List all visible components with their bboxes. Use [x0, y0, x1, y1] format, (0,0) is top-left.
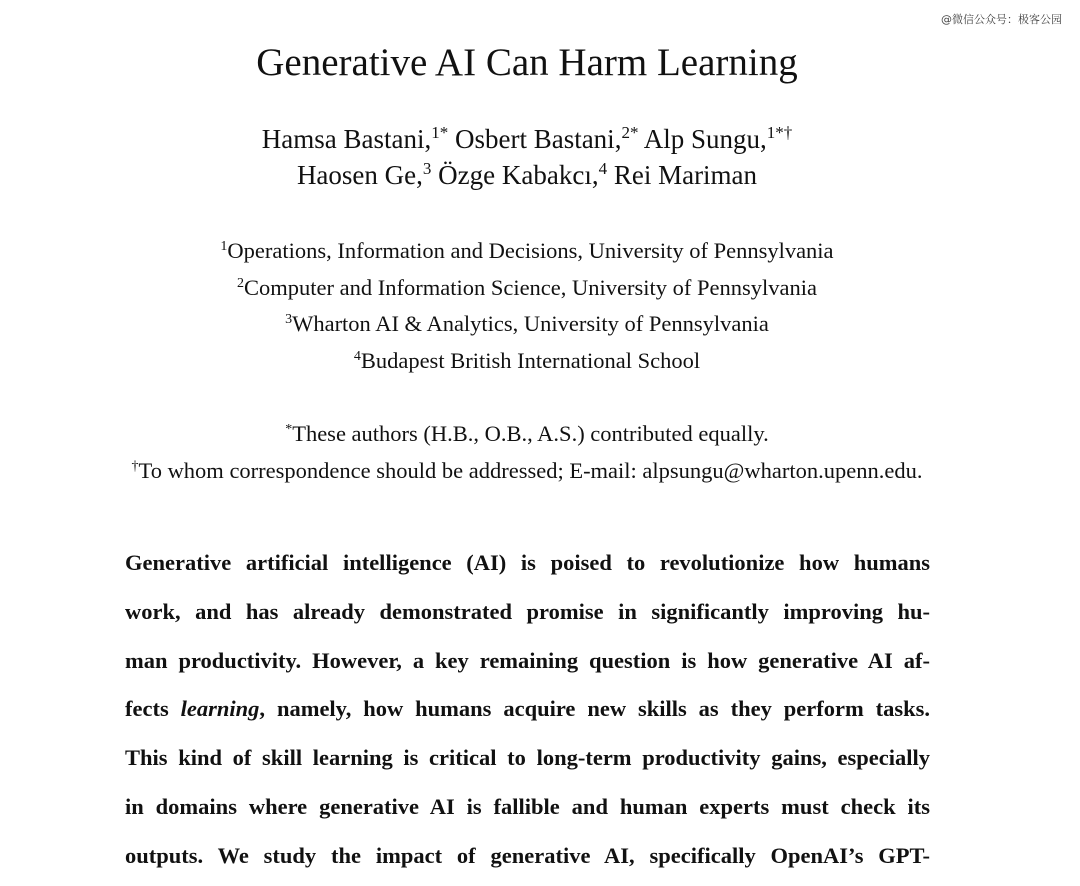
abstract-text: , namely, how humans acquire new skills as they perform tasks.	[259, 696, 930, 722]
author-list	[0, 121, 1054, 193]
author-name: Haosen Ge,	[296, 160, 423, 190]
author-name: Alp Sungu,	[638, 124, 767, 154]
abstract-line: work, and has already demonstrated promise in significantly improving hu-	[125, 598, 930, 624]
abstract-line: outputs. We study the impact of generative AI, specifically OpenAI’s GPT-	[125, 842, 930, 868]
affiliation-text: Budapest British International School	[360, 347, 701, 373]
author-name: Hamsa Bastani,	[261, 124, 432, 154]
paper-title: Generative AI Can Harm Learning	[256, 41, 798, 84]
author-line	[0, 157, 1054, 193]
affiliation	[0, 270, 1054, 307]
author-name: Osbert Bastani,	[448, 124, 622, 154]
author-marker: 4	[598, 159, 608, 178]
abstract-text: fects	[125, 696, 181, 722]
abstract-line: Generative artificial intelligence (AI) is poised to revolutionize how humans	[125, 550, 930, 575]
note-text: These authors (H.B., O.B., A.S.) contributed equally.	[292, 421, 769, 446]
author-marker: 1*	[431, 123, 449, 142]
affiliation-text: Computer and Information Science, University of Pennsylvania	[244, 274, 817, 300]
note-text: To whom correspondence should be addressed; E-mail: alpsungu@wharton.upenn.edu.	[138, 457, 923, 483]
watermark-text: @微信公众号：极客公园	[941, 13, 1062, 26]
affiliation-list	[0, 233, 1054, 379]
abstract-line: This kind of skill learning is critical to long-term productivity gains, especially	[125, 745, 930, 771]
affiliation-text: Operations, Information and Decisions, University of Pennsylvania	[227, 238, 834, 263]
author-marker: 3	[422, 159, 432, 178]
correspondence-note	[0, 453, 1054, 490]
affiliation	[0, 343, 1054, 380]
affiliation-marker: 1	[220, 239, 228, 254]
author-notes	[0, 416, 1054, 489]
author-name: Rei Mariman	[607, 160, 758, 190]
author-marker: 2*	[621, 123, 639, 142]
affiliation	[0, 233, 1054, 270]
note-marker: *	[285, 422, 293, 437]
affiliation-text: Wharton AI & Analytics, University of Pennsylvania	[292, 311, 769, 336]
equal-contribution-note	[0, 416, 1054, 453]
affiliation-marker: 3	[285, 312, 293, 327]
abstract-line	[125, 685, 930, 734]
author-name: Özge Kabakcı,	[431, 160, 599, 190]
abstract	[125, 539, 930, 881]
note-marker: †	[131, 458, 139, 474]
abstract-line: man productivity. However, a key remaining question is how generative AI af-	[125, 647, 930, 673]
affiliation	[0, 306, 1054, 343]
affiliation-marker: 2	[237, 275, 244, 291]
author-marker: 1*†	[766, 123, 793, 142]
author-line	[0, 121, 1054, 157]
abstract-line: in domains where generative AI is fallible and human experts must check its	[125, 793, 930, 819]
abstract-emphasis: learning	[180, 696, 260, 722]
affiliation-marker: 4	[353, 348, 361, 364]
